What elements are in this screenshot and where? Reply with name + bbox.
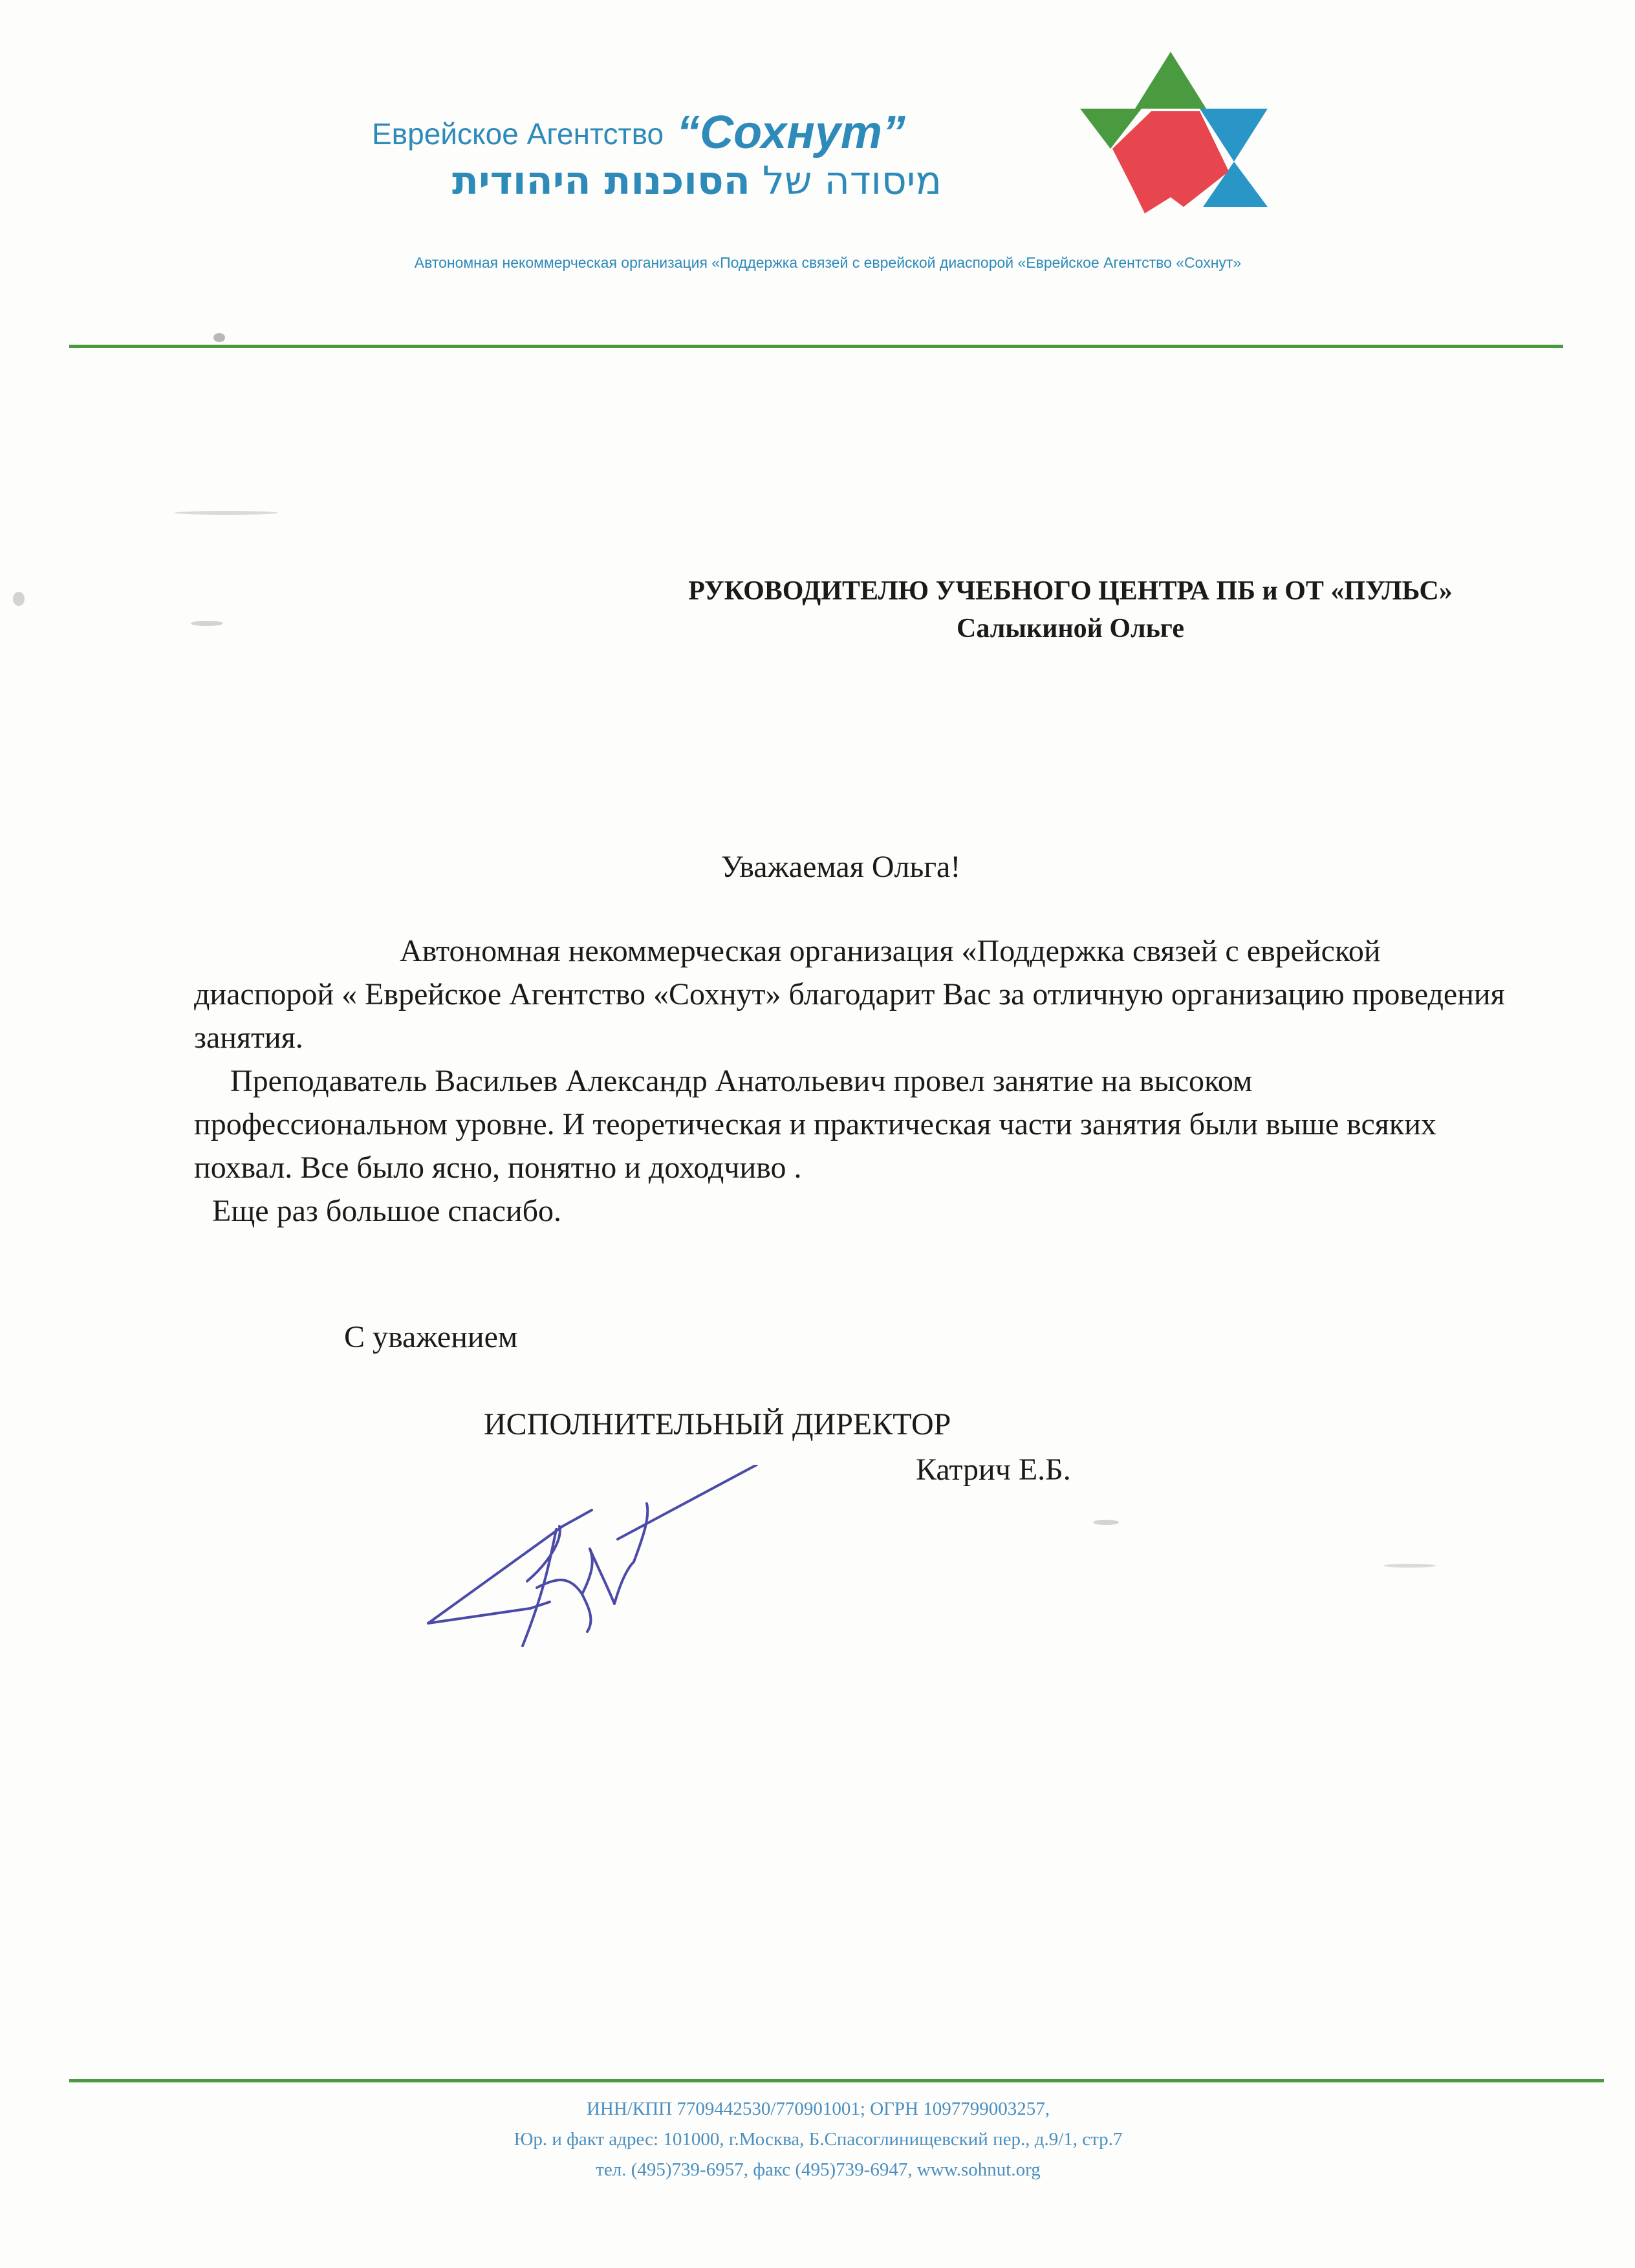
logo-brand-name: “Сохнут” [677,107,905,158]
paragraph-instructor: Преподаватель Васильев Александр Анатольевич провел занятие на высоком профессиональном уровне. И теоретическая и практическая части занятия были выше всяких похвал. Все было ясно, понятно и доходчиво . [194,1064,1436,1185]
footer-address: Юр. и факт адрес: 101000, г.Москва, Б.Спасоглинищевский пер., д.9/1, стр.7 [514,2129,1123,2150]
handwritten-signature [420,1465,821,1659]
logo-he-main: הסוכנות היהודית [451,158,750,204]
footer-divider [69,2079,1604,2082]
footer-contacts: тел. (495)739-6957, факс (495)739-6947, www.sohnut.org [596,2159,1041,2180]
addressee-name: Салыкиной Ольге [957,614,1184,643]
logo-name-prefix: Еврейское Агентство [372,117,664,151]
letter-body [194,929,1513,1233]
letterhead-subtitle: Автономная некоммерческая организация «Поддержка связей с еврейской диаспорой «Еврейское Агентство «Сохнут» [414,254,1242,271]
addressee-title: РУКОВОДИТЕЛЮ УЧЕБНОГО ЦЕНТРА ПБ и ОТ «ПУЛЬС» [688,576,1453,606]
signer-title: ИСПОЛНИТЕЛЬНЫЙ ДИРЕКТОР [484,1407,951,1442]
salutation: Уважаемая Ольга! [720,850,961,884]
scan-speck [1093,1520,1119,1525]
paragraph-thanks: Еще раз большое спасибо. [212,1194,562,1228]
scan-speck [1384,1564,1436,1568]
logo-he-prefix: מיסודה של [762,158,942,204]
scan-speck [213,333,225,342]
scan-speck [191,621,223,626]
scan-speck [175,511,278,515]
signer-name: Катрич Е.Б. [916,1453,1071,1487]
paragraph-gratitude: Автономная некоммерческая организация «Поддержка связей с еврейской диаспорой « Еврейское Агентство «Сохнут» благодарит Вас за отличную организацию проведения занятия. [194,934,1505,1055]
header-divider [69,345,1563,348]
scan-speck [13,592,25,606]
logo-text-he [360,158,942,204]
logo-text-ru [372,102,954,158]
footer-registration: ИНН/КПП 7709442530/770901001; ОГРН 1097799003257, [586,2099,1050,2119]
star-logo-icon [1074,52,1274,220]
closing: С уважением [344,1320,518,1354]
